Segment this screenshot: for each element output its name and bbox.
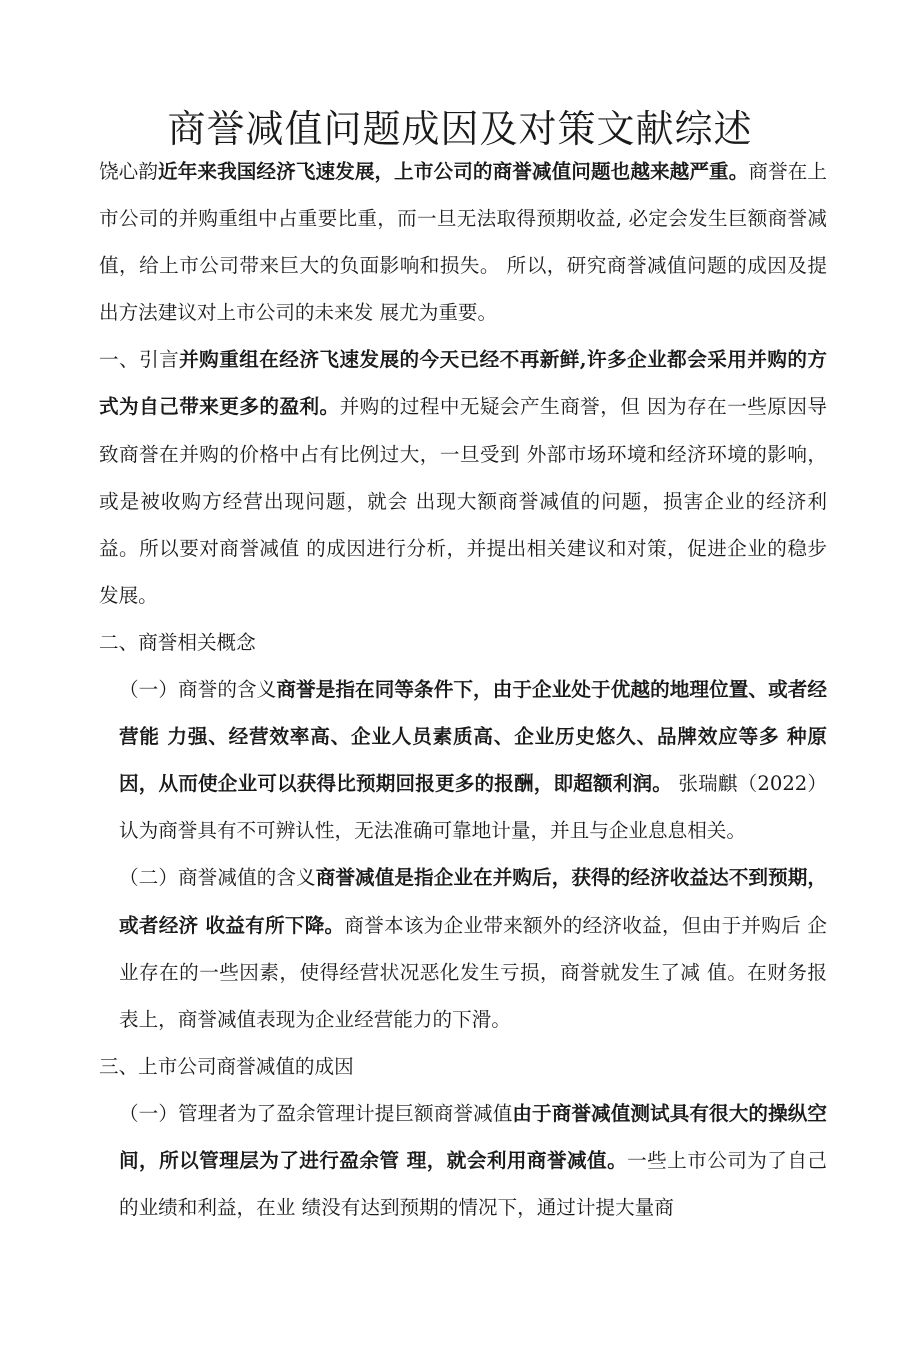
section2-sub1-heading: （一）商誉的含义: [119, 678, 277, 702]
abstract-paragraph: [99, 148, 827, 336]
author-name: 饶心韵: [99, 160, 159, 183]
section3-heading: 三、上市公司商誉减值的成因: [99, 1054, 354, 1078]
abstract-text: 商誉在上市公司的并购重组中占重要比重，而一旦无法取得预期收益, 必定会发生巨额商誉减值，给上市公司带来巨大的负面影响和损失。 所以，研究商誉减值问题的成因及提出方法建议对上市公司的未来发 展尤为重要。: [99, 160, 828, 325]
document-body: [99, 148, 827, 1231]
section2-sub2-text: 商誉本该为企业带来额外的经济收益，但由于并购后 企业存在的一些因素，使得经营状况恶化发生亏损，商誉就发生了减 值。在财务报表上，商誉减值表现为企业经营能力的下滑。: [119, 913, 827, 1031]
section3-sub1-text: 一些上市公司为了自己的业绩和利益，在业 绩没有达到预期的情况下，通过计提大量商: [119, 1148, 828, 1220]
document-title: 商誉减值问题成因及对策文献综述: [167, 107, 753, 152]
abstract-lead: 近年来我国经济飞速发展，上市公司的商誉减值问题也越来越严重。: [158, 160, 749, 183]
section1-lead: 并购重组在经济飞速发展的今天已经不再新鲜,许多企业都会采用并购的方式为自己带来更多的盈利。: [99, 348, 828, 419]
section3-sub1-heading: （一）管理者为了盈余管理计提巨额商誉减值: [119, 1101, 513, 1125]
section2-sub1-paragraph: [99, 666, 827, 854]
section2-sub2-heading: （二）商誉减值的含义: [119, 866, 316, 890]
section1-heading: 一、引言: [99, 348, 180, 372]
section3-sub1-paragraph: [99, 1090, 827, 1231]
section2-sub2-lead: 商誉减值是指企业在并购后，获得的经济收益达不到预期，或者经济 收益有所下降。: [119, 866, 827, 937]
section2-sub1-text: 张瑞麒（2022）认为商誉具有不可辨认性，无法准确可靠地计量，并且与企业息息相关。: [119, 772, 827, 843]
section3-sub1-lead: 由于商誉减值测试具有很大的操纵空间，所以管理层为了进行盈余管 理，就会利用商誉减值。: [119, 1101, 827, 1172]
section2-sub2-paragraph: [99, 854, 827, 1042]
section2-sub1-lead: 商誉是指在同等条件下，由于企业处于优越的地理位置、或者经营能 力强、经营效率高、企业人员素质高、企业历史悠久、品牌效应等多 种原因，从而使企业可以获得比预期回报更多的报酬，即超额利润。: [119, 678, 828, 796]
section1-paragraph: [99, 336, 827, 619]
section1-text: 并购的过程中无疑会产生商誉，但 因为存在一些原因导致商誉在并购的价格中占有比例过大，一旦受到 外部市场环境和经济环境的影响，或是被收购方经营出现问题，就会 出现大额商誉减值的问题，损害企业的经济利益。所以要对商誉减值 的成因进行分析，并提出相关建议和对策，促进企业的稳步发展。: [99, 395, 827, 607]
section2-heading: 二、商誉相关概念: [99, 630, 256, 654]
